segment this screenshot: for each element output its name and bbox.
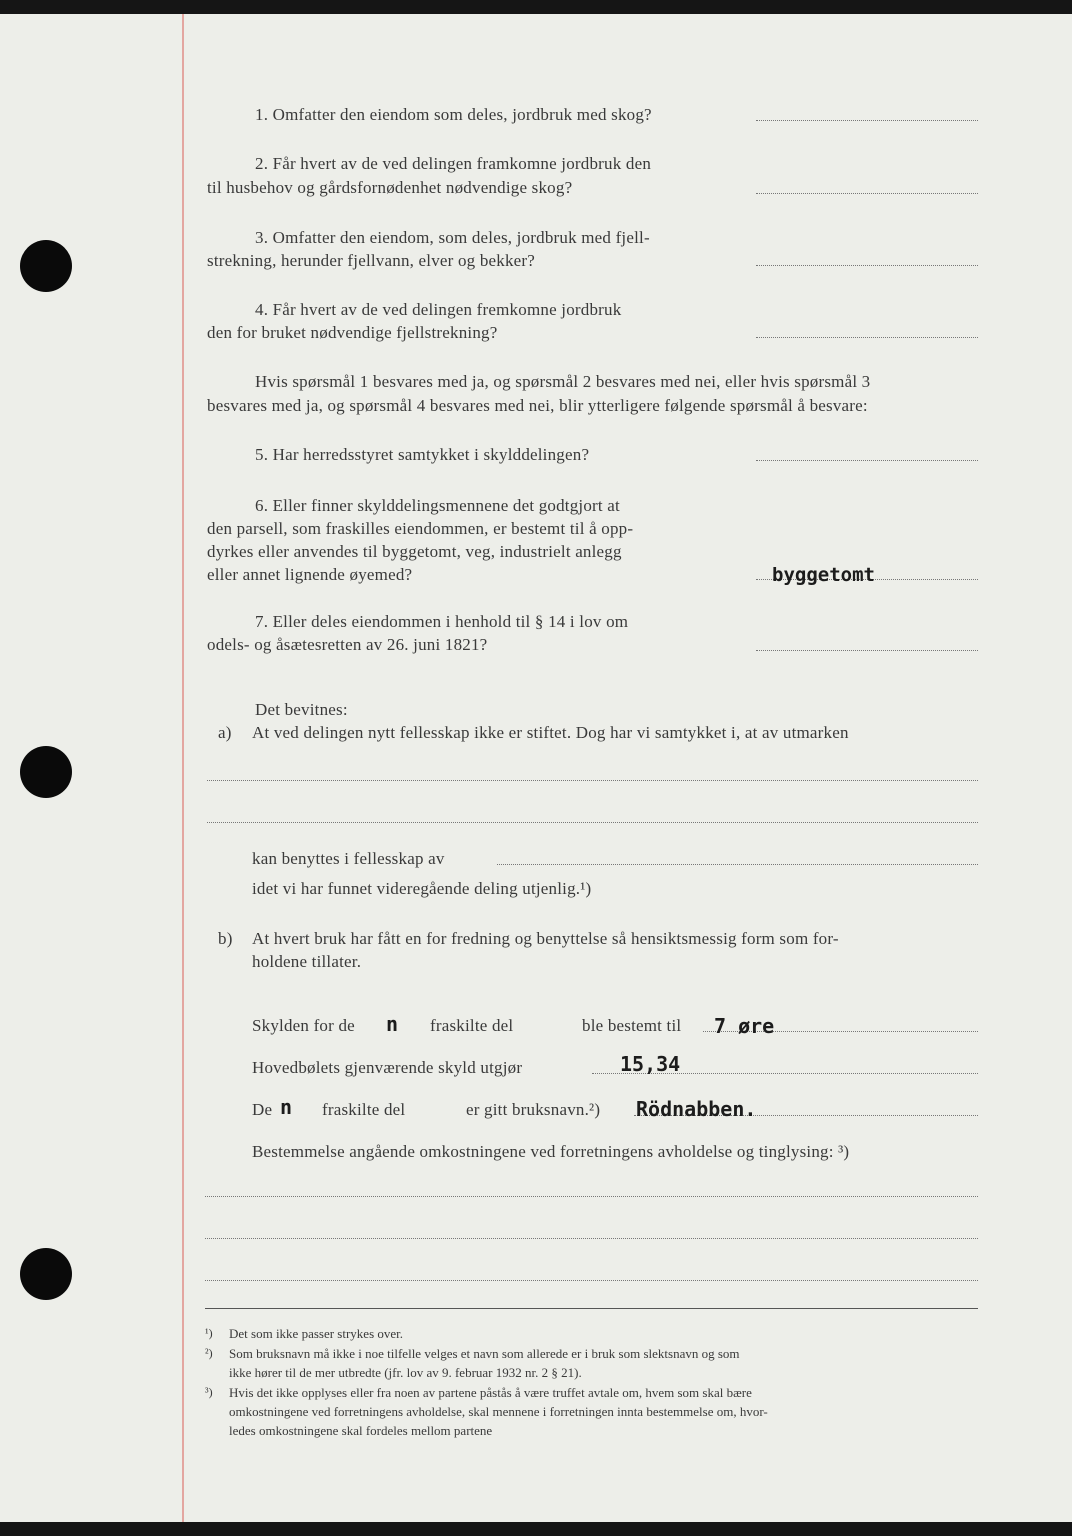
- skyld-value: 7 øre: [714, 1014, 775, 1038]
- attest-heading: Det bevitnes:: [255, 700, 348, 719]
- question-6-line-2: den parsell, som fraskilles eiendommen, er bestemt til å opp-: [207, 519, 634, 538]
- skyld-label-1: Skylden for de: [252, 1016, 355, 1035]
- attest-a-label: a): [218, 723, 232, 742]
- bestemmelse-line-1[interactable]: [205, 1196, 978, 1197]
- footnote-3-line-3: ledes omkostningene skal fordeles mellom partene: [229, 1423, 493, 1438]
- question-7-line-1: 7. Eller deles eiendommen i henhold til § 14 i lov om: [255, 612, 629, 631]
- footnote-2-line-2: ikke hører til de mer utbredte (jfr. lov av 9. februar 1932 nr. 2 § 21).: [229, 1365, 582, 1380]
- hoved-value: 15,34: [620, 1052, 681, 1076]
- den-n-handwritten: n: [280, 1095, 293, 1119]
- answer-line-2[interactable]: [756, 193, 978, 194]
- den-label-1: De: [252, 1100, 273, 1119]
- question-6-line-3: dyrkes eller anvendes til byggetomt, veg, industrielt anlegg: [207, 542, 622, 561]
- bestemmelse-line-2[interactable]: [205, 1238, 978, 1239]
- question-7-line-2: odels- og åsætesretten av 26. juni 1821?: [207, 635, 488, 654]
- footnote-1-text: Det som ikke passer strykes over.: [229, 1326, 404, 1341]
- margin-line: [182, 14, 184, 1522]
- attest-a-text: At ved delingen nytt fellesskap ikke er stiftet. Dog har vi samtykket i, at av utmarken: [252, 723, 849, 742]
- bestemmelse-line-3[interactable]: [205, 1280, 978, 1281]
- hoved-label: Hovedbølets gjenværende skyld utgjør: [252, 1058, 523, 1077]
- skyld-label-3: ble bestemt til: [582, 1016, 682, 1035]
- shared-use-line[interactable]: [497, 864, 978, 865]
- bestemmelse-label: Bestemmelse angående omkostningene ved forretningens avholdelse og tinglysing: ³): [252, 1142, 850, 1161]
- punch-hole-icon: [20, 240, 72, 292]
- question-2-line-1: 2. Får hvert av de ved delingen framkomne jordbruk den: [255, 154, 652, 173]
- utmark-line-1[interactable]: [207, 780, 978, 781]
- skyld-n-handwritten: n: [386, 1012, 399, 1036]
- condition-line-2: besvares med ja, og spørsmål 4 besvares med nei, blir ytterligere følgende spørsmål å besvare:: [207, 396, 868, 415]
- footnote-2-line-1: Som bruksnavn må ikke i noe tilfelle velges et navn som allerede er i bruk som slektsnavn og som: [229, 1346, 740, 1361]
- footnote-3-line-2: omkostningene ved forretningens avholdelse, skal mennene i forretningen innta bestemmelse om, hvor-: [229, 1404, 768, 1419]
- shared-use-label: kan benyttes i fellesskap av: [252, 849, 445, 868]
- condition-line-1: Hvis spørsmål 1 besvares med ja, og spørsmål 2 besvares med nei, eller hvis spørsmål 3: [255, 372, 871, 391]
- answer-line-7[interactable]: [756, 650, 978, 651]
- question-6-line-1: 6. Eller finner skylddelingsmennene det godtgjort at: [255, 496, 620, 515]
- scan-bottom-edge: [0, 1522, 1072, 1536]
- punch-hole-icon: [20, 1248, 72, 1300]
- utmark-line-2[interactable]: [207, 822, 978, 823]
- punch-hole-icon: [20, 746, 72, 798]
- question-1: 1. Omfatter den eiendom som deles, jordbruk med skog?: [255, 105, 652, 124]
- question-2-line-2: til husbehov og gårdsfornødenhet nødvendige skog?: [207, 178, 573, 197]
- scan-top-edge: [0, 0, 1072, 14]
- attest-b-label: b): [218, 929, 233, 948]
- question-6-line-4: eller annet lignende øyemed?: [207, 565, 413, 584]
- footnote-3-number: ³): [205, 1385, 213, 1399]
- question-5: 5. Har herredsstyret samtykket i skylddelingen?: [255, 445, 590, 464]
- answer-line-4[interactable]: [756, 337, 978, 338]
- den-label-3: er gitt bruksnavn.²): [466, 1100, 601, 1119]
- question-3-line-1: 3. Omfatter den eiendom, som deles, jordbruk med fjell-: [255, 228, 650, 247]
- den-label-2: fraskilte del: [322, 1100, 406, 1119]
- question-4-line-1: 4. Får hvert av de ved delingen fremkomne jordbruk: [255, 300, 622, 319]
- footnote-2-number: ²): [205, 1346, 213, 1360]
- question-3-line-2: strekning, herunder fjellvann, elver og bekker?: [207, 251, 536, 270]
- answer-line-3[interactable]: [756, 265, 978, 266]
- attest-b-line-1: At hvert bruk har fått en for fredning og benyttelse så hensiktsmessig form som for-: [252, 929, 839, 948]
- footnote-3-line-1: Hvis det ikke opplyses eller fra noen av partene påstås å være truffet avtale om, hvem som skal bære: [229, 1385, 752, 1400]
- bruksnavn-value: Rödnabben.: [636, 1097, 757, 1121]
- question-4-line-2: den for bruket nødvendige fjellstrekning?: [207, 323, 498, 342]
- answer-6-value: byggetomt: [772, 564, 875, 586]
- answer-line-5[interactable]: [756, 460, 978, 461]
- answer-line-1[interactable]: [756, 120, 978, 121]
- reason-text: idet vi har funnet videregående deling utjenlig.¹): [252, 879, 592, 898]
- footnote-rule: [205, 1308, 978, 1309]
- footnote-1-number: ¹): [205, 1326, 213, 1340]
- skyld-label-2: fraskilte del: [430, 1016, 514, 1035]
- attest-b-line-2: holdene tillater.: [252, 952, 362, 971]
